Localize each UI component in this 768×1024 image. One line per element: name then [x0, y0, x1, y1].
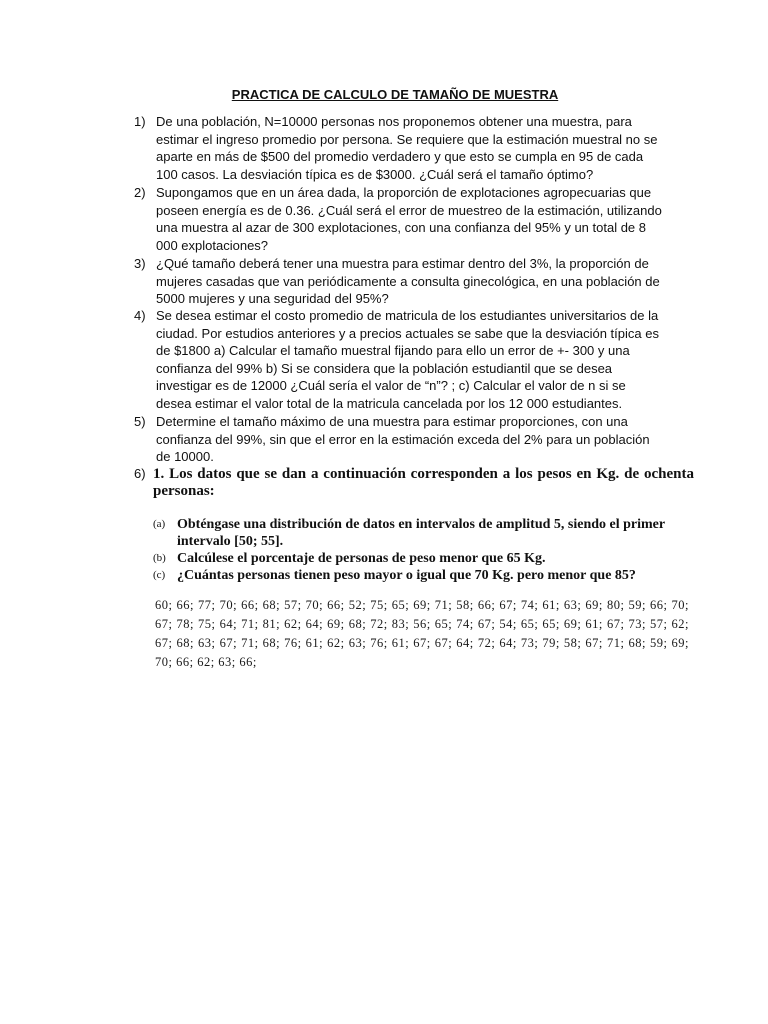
- problem-3: [134, 255, 664, 308]
- problem-text: De una población, N=10000 personas nos proponemos obtener una muestra, para estimar el ingreso promedio por persona. Se requiere que la estimación muestral no se aparte en más de $500 del promedio verdadero y que esto se cumpla en 95 de cada 100 casos. La desviación típica es de $3000. ¿Cuál será el tamaño óptimo?: [156, 114, 658, 182]
- problem-number: 6): [134, 466, 146, 481]
- problem-1: [134, 113, 664, 183]
- problem-number: 5): [134, 414, 146, 429]
- problem-5: [134, 413, 664, 466]
- problem-number: 3): [134, 256, 146, 271]
- problem-text: Se desea estimar el costo promedio de matricula de los estudiantes universitarios de la ciudad. Por estudios anteriores y a precios actuales se sabe que la desviación típica es de $1800 a) Calcular el tamaño muestral fijando para ello un error de +- 300 y una confianza del 99% b) Si se considera que la población estudiantil que se desea investigar es de 12000 ¿Cuál sería el valor de “n”? ; c) Calcular el valor de n si se desea estimar el valor total de la matricula cancelada por los 12 000 estudiantes.: [156, 308, 659, 411]
- subitem-b: [153, 550, 694, 567]
- problem-4: [134, 307, 664, 413]
- subitem-text: ¿Cuántas personas tienen peso mayor o igual que 70 Kg. pero menor que 85?: [177, 568, 636, 583]
- problem-2: [134, 184, 664, 254]
- subitem-list: [153, 516, 694, 584]
- problem-6-heading: 1. Los datos que se dan a continuación corresponden a los pesos en Kg. de ochenta personas:: [153, 466, 694, 499]
- problem-number: 2): [134, 185, 146, 200]
- subitem-a: [153, 516, 694, 550]
- problem-number: 1): [134, 114, 146, 129]
- problem-number: 4): [134, 308, 146, 323]
- problem-text: Determine el tamaño máximo de una muestra para estimar proporciones, con una confianza del 99%, sin que el error en la estimación exceda del 2% para un población de 10000.: [156, 414, 650, 465]
- subitem-label: (a): [153, 518, 166, 530]
- problem-text: ¿Qué tamaño deberá tener una muestra para estimar dentro del 3%, la proporción de mujeres casadas que van periódicamente a consulta ginecológica, en una población de 5000 mujeres y una seguridad del 95%?: [156, 256, 660, 307]
- subitem-c: [153, 567, 694, 584]
- page-title: PRACTICA DE CALCULO DE TAMAÑO DE MUESTRA: [231, 87, 559, 102]
- weights-data: 60; 66; 77; 70; 66; 68; 57; 70; 66; 52; 75; 65; 69; 71; 58; 66; 67; 74; 61; 63; 69; 80; 59; 66; 70; 67; 78; 75; 64; 71; 81; 62; 64; 69; 68; 72; 83; 56; 65; 74; 67; 54; 65; 65; 69; 61; 67; 73; 57; 62; 67; 68; 63; 67; 71; 68; 76; 61; 62; 63; 76; 61; 67; 67; 64; 72; 64; 73; 79; 58; 67; 71; 68; 59; 69; 70; 66; 62; 63; 66;: [155, 598, 689, 669]
- subitem-text: Obténgase una distribución de datos en intervalos de amplitud 5, siendo el primer intervalo [50; 55].: [177, 517, 665, 549]
- problem-text: Supongamos que en un área dada, la proporción de explotaciones agropecuarias que poseen energía es de 0.36. ¿Cuál será el error de muestreo de la estimación, utilizando una muestra al azar de 300 explotaciones, con una confianza del 95% y un total de 8 000 explotaciones?: [156, 185, 662, 253]
- subitem-text: Calcúlese el porcentaje de personas de peso menor que 65 Kg.: [177, 551, 546, 566]
- subitem-label: (b): [153, 552, 166, 564]
- subitem-label: (c): [153, 569, 166, 581]
- problem-6: [134, 466, 694, 672]
